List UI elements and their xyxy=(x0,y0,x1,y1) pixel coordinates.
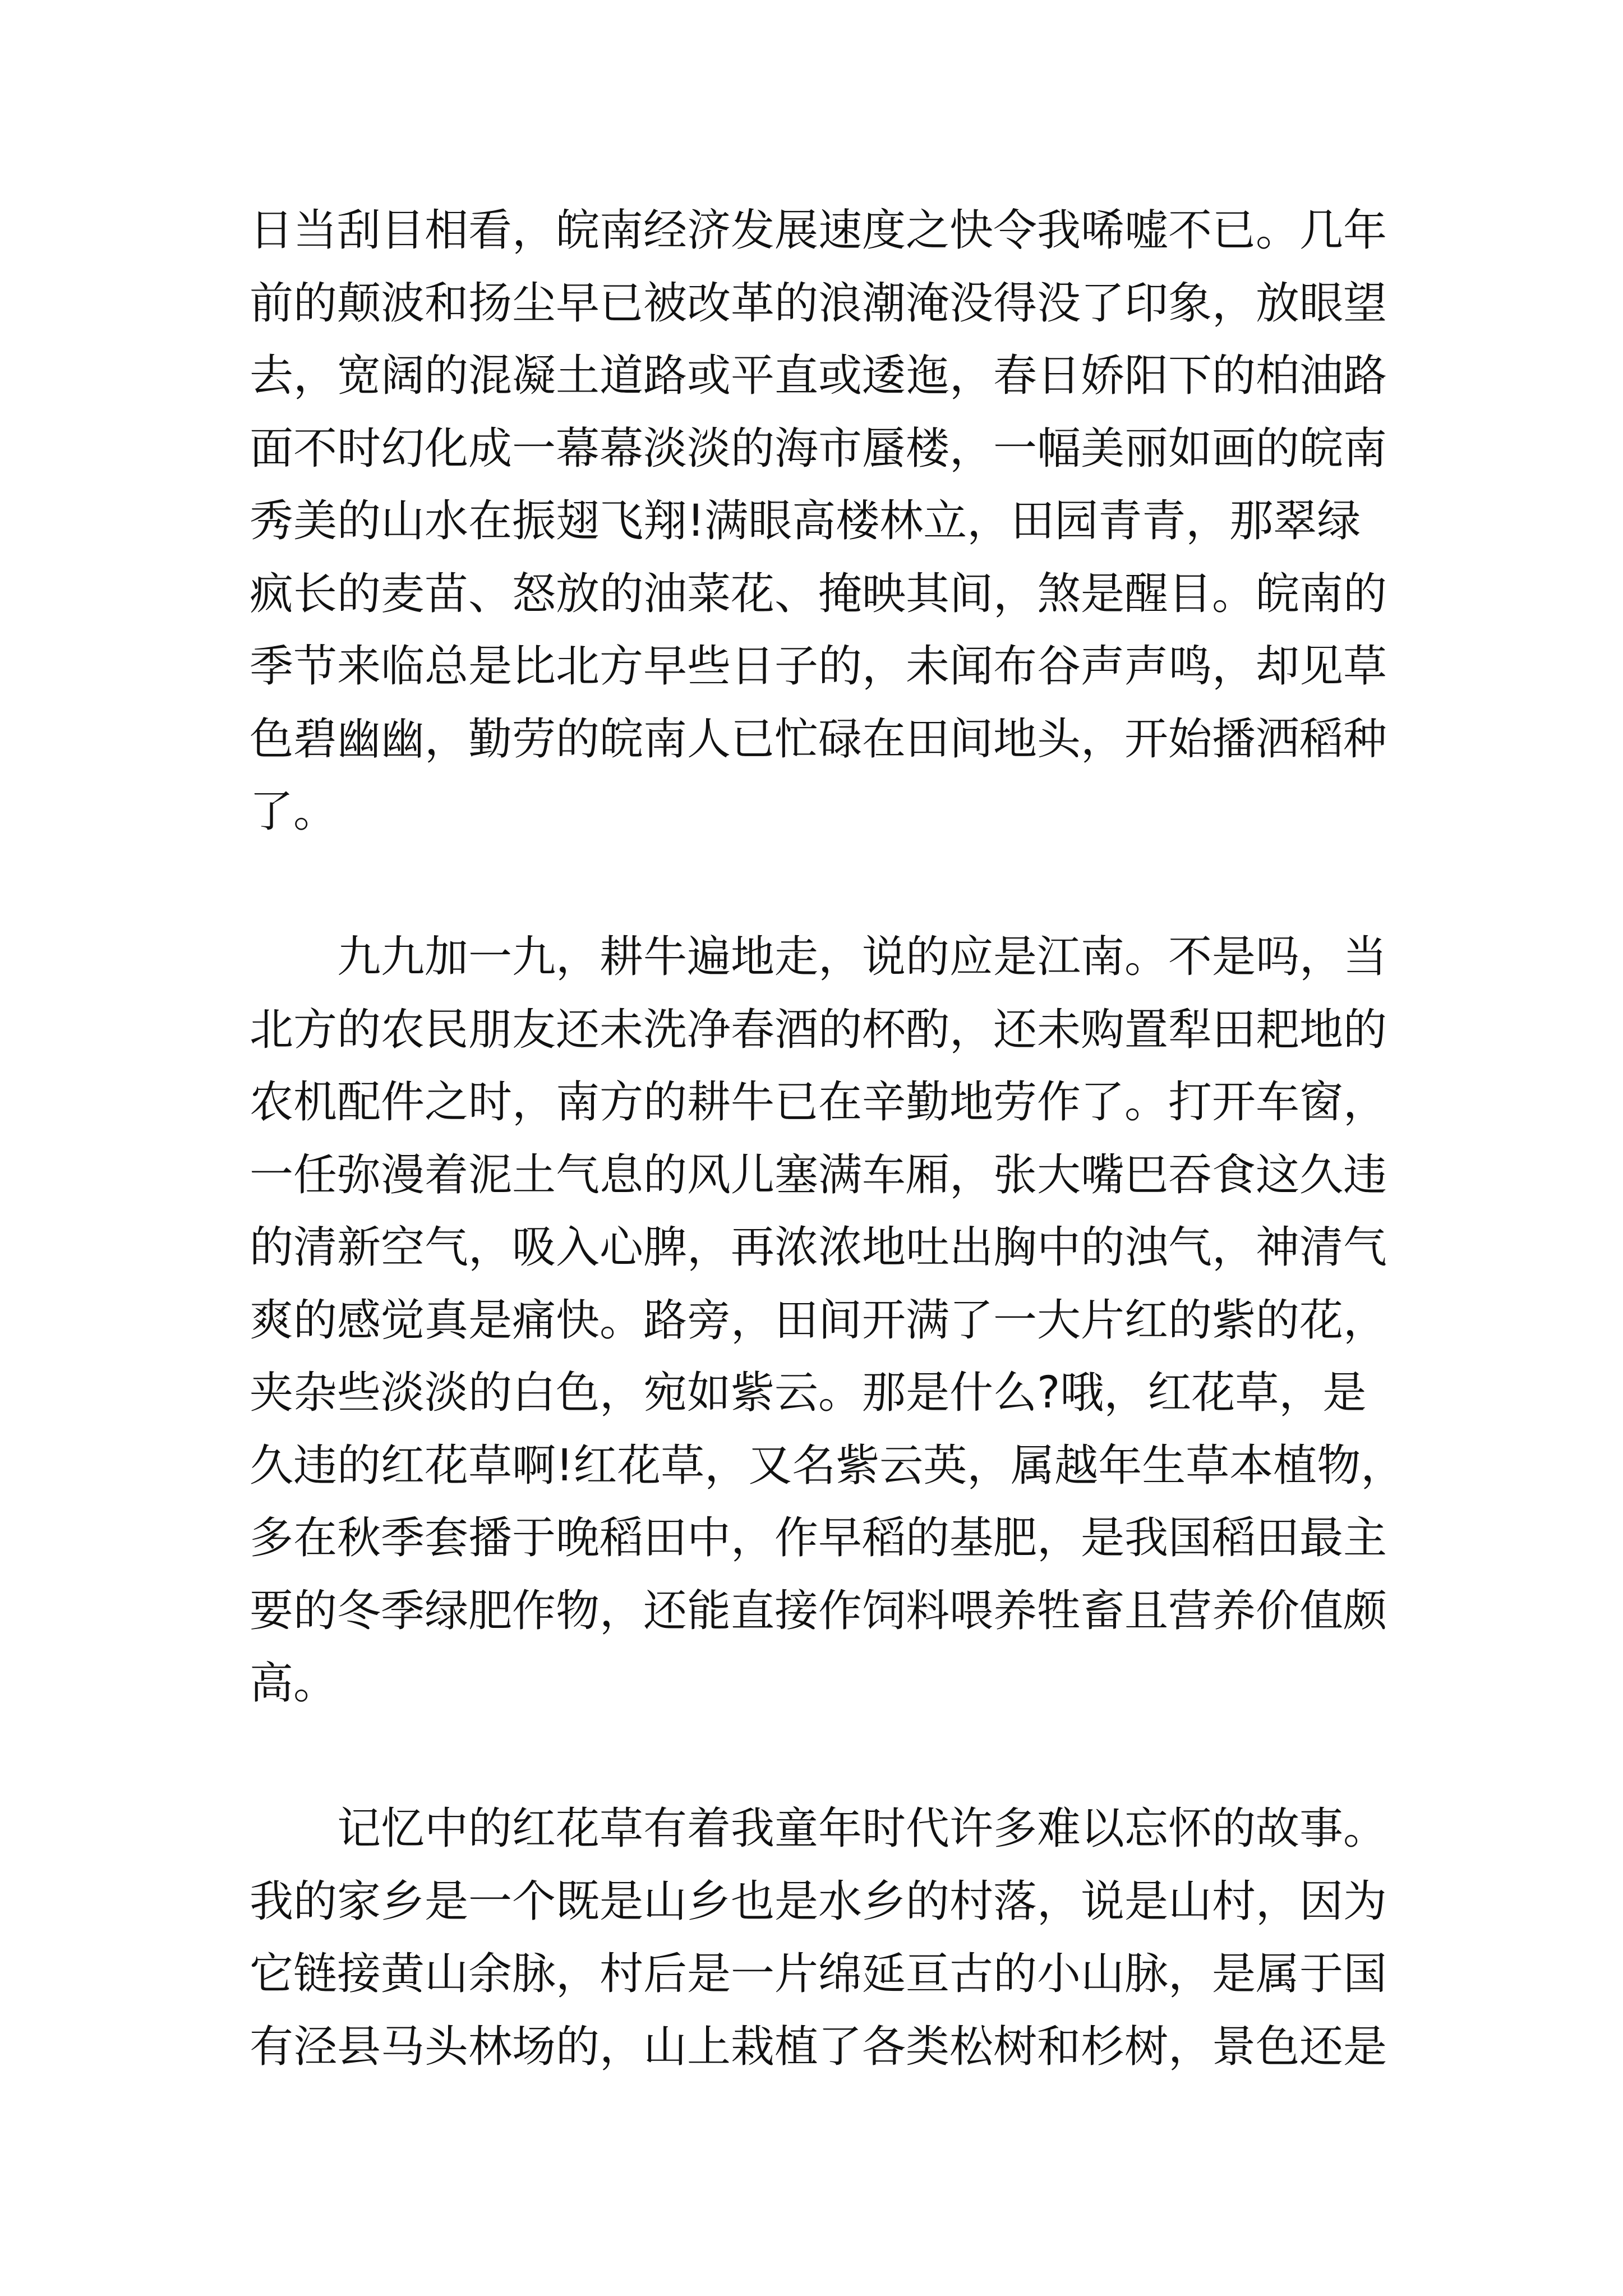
body-text xyxy=(250,195,1405,2083)
text-line: 农机配件之时，南方的耕牛已在辛勤地劳作了。打开车窗， xyxy=(250,1077,1387,1128)
text-line: 高。 xyxy=(250,1658,338,1709)
text-line: 秀美的山水在振翅飞翔!满眼高楼林立，田园青青，那翠绿 xyxy=(250,496,1361,546)
text-line: 有泾县马头林场的，山上栽植了各类松树和杉树，景色还是 xyxy=(250,2021,1387,2072)
text-line: 了。 xyxy=(250,786,338,837)
text-line: 前的颠波和扬尘早已被改革的浪潮淹没得没了印象，放眼望 xyxy=(250,278,1387,329)
text-line: 的清新空气，吸入心脾，再浓浓地吐出胸中的浊气，神清气 xyxy=(250,1222,1387,1273)
text-line: 北方的农民朋友还未洗净春酒的杯酌，还未购置犁田耙地的 xyxy=(250,1004,1387,1055)
text-line: 它链接黄山余脉，村后是一片绵延亘古的小山脉，是属于国 xyxy=(250,1949,1387,1999)
text-line: 色碧幽幽，勤劳的皖南人已忙碌在田间地头，开始播洒稻种 xyxy=(250,714,1387,765)
text-line: 要的冬季绿肥作物，还能直接作饲料喂养牲畜且营养价值颇 xyxy=(250,1585,1387,1636)
paragraph-spacing xyxy=(250,1720,1382,1793)
text-line: 疯长的麦苗、怒放的油菜花、掩映其间，煞是醒目。皖南的 xyxy=(250,568,1387,619)
text-line: 日当刮目相看，皖南经济发展速度之快令我唏嘘不已。几年 xyxy=(250,205,1387,256)
text-line: 季节来临总是比北方早些日子的，未闻布谷声声鸣，却见草 xyxy=(250,641,1387,692)
text-line: 久违的红花草啊!红花草，又名紫云英，属越年生草本植物， xyxy=(250,1440,1405,1491)
text-line: 爽的感觉真是痛快。路旁，田间开满了一大片红的紫的花， xyxy=(250,1295,1387,1346)
text-line: 九九加一九，耕牛遍地走，说的应是江南。不是吗，当 xyxy=(250,932,1387,982)
paragraph-2 xyxy=(250,921,1405,1720)
text-line: 多在秋季套播于晚稻田中，作早稻的基肥，是我国稻田最主 xyxy=(250,1513,1387,1563)
text-line: 夹杂些淡淡的白色，宛如紫云。那是什么?哦，红花草，是 xyxy=(250,1368,1367,1418)
paragraph-1 xyxy=(250,195,1387,849)
text-line: 去，宽阔的混凝土道路或平直或逶迤，春日娇阳下的柏油路 xyxy=(250,351,1387,401)
text-line: 记忆中的红花草有着我童年时代许多难以忘怀的故事。 xyxy=(250,1803,1387,1854)
text-line: 面不时幻化成一幕幕淡淡的海市蜃楼，一幅美丽如画的皖南 xyxy=(250,423,1387,474)
text-line: 一任弥漫着泥土气息的风儿塞满车厢，张大嘴巴吞食这久违 xyxy=(250,1149,1387,1200)
paragraph-3 xyxy=(250,1793,1387,2083)
paragraph-spacing xyxy=(250,849,1382,922)
text-line: 我的家乡是一个既是山乡也是水乡的村落，说是山村，因为 xyxy=(250,1876,1387,1927)
